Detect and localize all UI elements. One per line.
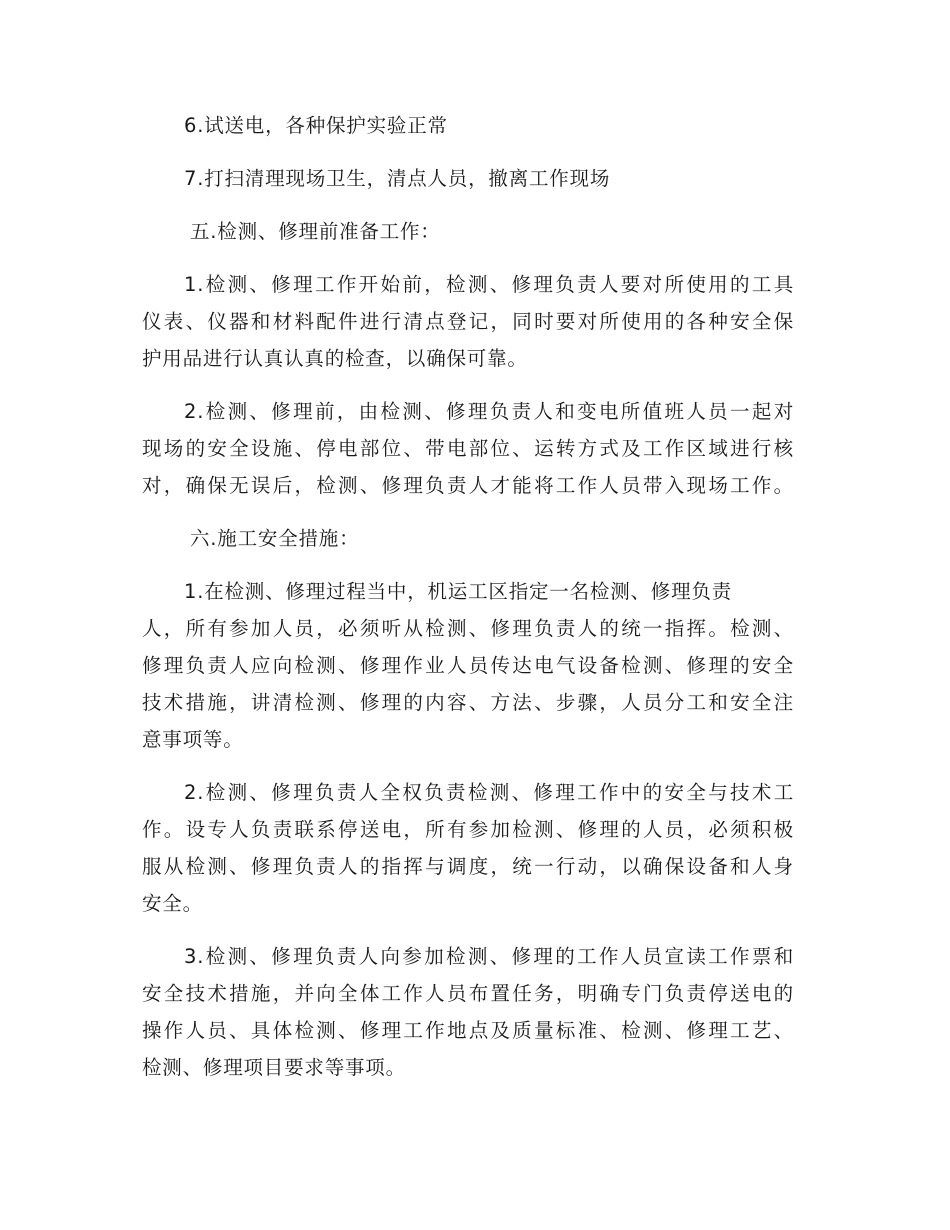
paragraph-line: 对，确保无误后，检测、修理负责人才能将工作人员带入现场工作。 <box>142 474 794 497</box>
paragraph-line: 2.检测、修理前，由检测、修理负责人和变电所值班人员一起对 <box>184 400 794 423</box>
paragraph-line: 修理负责人应向检测、修理作业人员传达电气设备检测、修理的安全 <box>142 654 794 677</box>
list-item-7: 7.打扫清理现场卫生，清点人员，撤离工作现场 <box>184 167 611 190</box>
paragraph-line: 仪表、仪器和材料配件进行清点登记，同时要对所使用的各种安全保 <box>142 310 794 333</box>
paragraph-line: 1.检测、修理工作开始前，检测、修理负责人要对所使用的工具 <box>184 273 794 296</box>
paragraph-line: 检测、修理项目要求等事项。 <box>142 1056 406 1079</box>
section-heading-5: 五.检测、修理前准备工作： <box>190 220 441 243</box>
paragraph-line: 3.检测、修理负责人向参加检测、修理的工作人员宣读工作票和 <box>184 945 794 968</box>
section-heading-6: 六.施工安全措施： <box>190 527 360 550</box>
paragraph-line: 服从检测、修理负责人的指挥与调度，统一行动，以确保设备和人身 <box>142 855 794 878</box>
paragraph-line: 护用品进行认真认真的检查，以确保可靠。 <box>142 347 528 370</box>
paragraph-line: 操作人员、具体检测、修理工作地点及质量标准、检测、修理工艺、 <box>142 1019 794 1042</box>
list-item-6: 6.试送电，各种保护实验正常 <box>184 114 448 137</box>
paragraph-line: 现场的安全设施、停电部位、带电部位、运转方式及工作区域进行核 <box>142 437 794 460</box>
paragraph-line: 作。设专人负责联系停送电，所有参加检测、修理的人员，必须积极 <box>142 818 794 841</box>
paragraph-line: 1.在检测、修理过程当中，机运工区指定一名检测、修理负责 <box>184 580 733 603</box>
paragraph-line: 安全技术措施，并向全体工作人员布置任务，明确专门负责停送电的 <box>142 982 794 1005</box>
paragraph-line: 意事项等。 <box>142 728 244 751</box>
paragraph-line: 技术措施，讲清检测、修理的内容、方法、步骤，人员分工和安全注 <box>142 691 794 714</box>
paragraph-line: 2.检测、修理负责人全权负责检测、修理工作中的安全与技术工 <box>184 781 794 804</box>
paragraph-line: 安全。 <box>142 892 203 915</box>
paragraph-line: 人，所有参加人员，必须听从检测、修理负责人的统一指挥。检测、 <box>142 617 794 640</box>
